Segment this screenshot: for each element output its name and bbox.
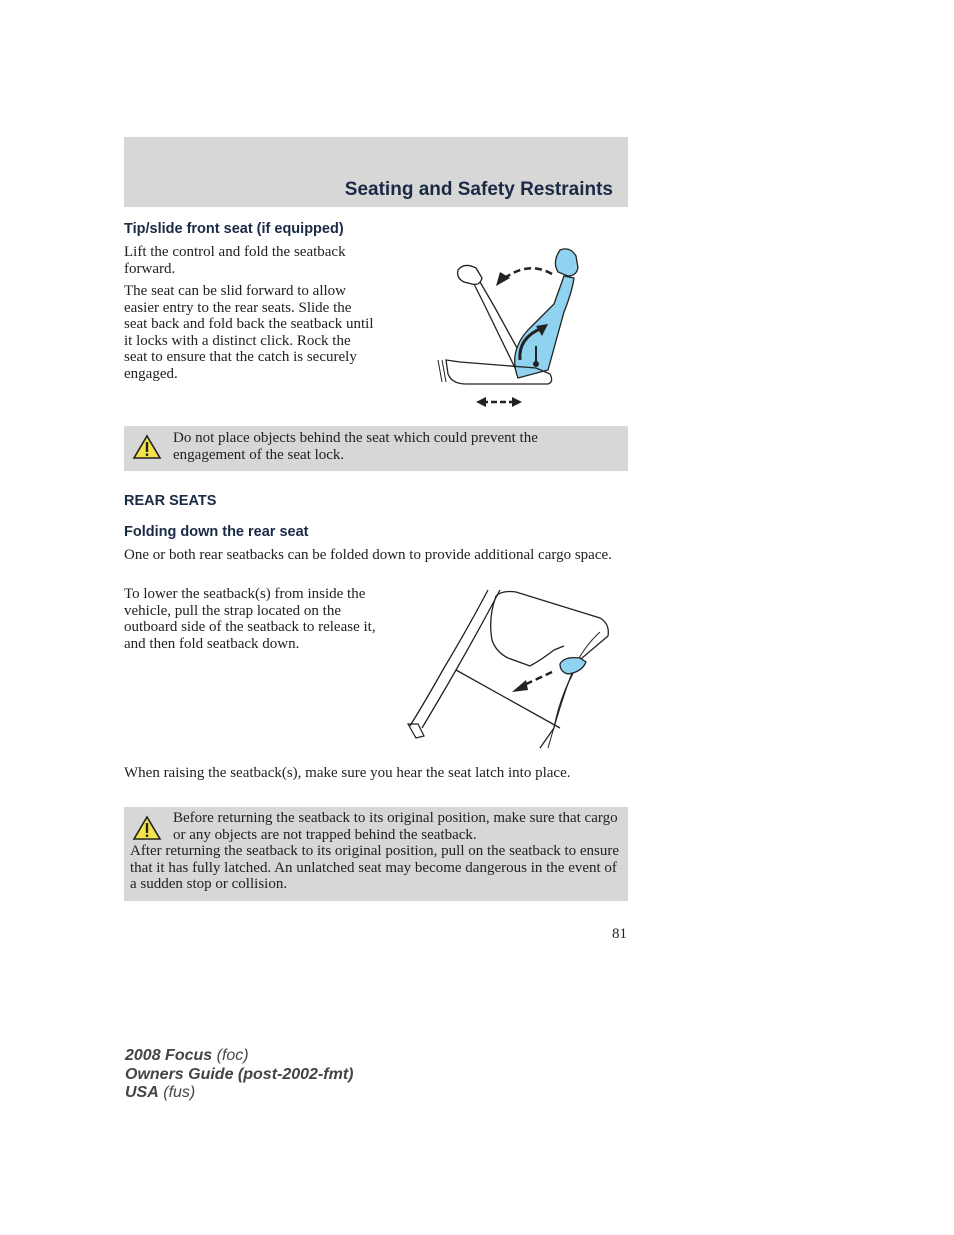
section-title: Seating and Safety Restraints [344,179,613,200]
page-number: 81 [612,926,627,942]
heading-folding-rear-seat: Folding down the rear seat [124,524,309,540]
warning-text-seatback-first: Before returning the seatback to its original position, make sure that cargo or any objects are not trapped behind the seatback. [173,810,618,843]
rear-seat-para-2: To lower the seatback(s) from inside the vehicle, pull the strap located on the outboard side of the seatback to release it, and then fold seatback down. [124,586,376,652]
warning-text-seatback-rest: After returning the seatback to its original position, pull on the seatback to ensure that it has fully latched. An unlatched seat may become dangerous in the event of a sudden stop or collision. [130,843,620,892]
warning-box-seatback-latch [124,807,628,901]
warning-text-seat-lock: Do not place objects behind the seat which could prevent the engagement of the seat lock. [173,430,538,463]
footer-line-2: Owners Guide (post-2002-fmt) [125,1065,354,1083]
warning-triangle-icon [132,815,162,841]
rear-seat-para-1: One or both rear seatbacks can be folded down to provide additional cargo space. [124,547,612,563]
heading-rear-seats: REAR SEATS [124,493,217,509]
rear-seat-para-3: When raising the seatback(s), make sure you hear the seat latch into place. [124,765,571,781]
warning-triangle-icon [132,434,162,460]
document-footer [125,1047,353,1103]
heading-tip-slide-seat: Tip/slide front seat (if equipped) [124,221,344,237]
footer-line-3: USA (fus) [125,1084,196,1101]
warning-box-seat-lock [124,426,628,471]
front-seat-fold-illustration [436,242,586,410]
tip-slide-para-2: The seat can be slid forward to allow easier entry to the rear seats. Slide the seat back and fold back the seatback until it locks with a distinct click. Rock the seat to ensure that the catch is securely engaged. [124,283,374,382]
tip-slide-para-1: Lift the control and fold the seatback forward. [124,244,346,277]
rear-seat-strap-illustration [404,588,614,750]
section-header-band [124,137,628,207]
footer-line-1: 2008 Focus (foc) [125,1047,249,1064]
